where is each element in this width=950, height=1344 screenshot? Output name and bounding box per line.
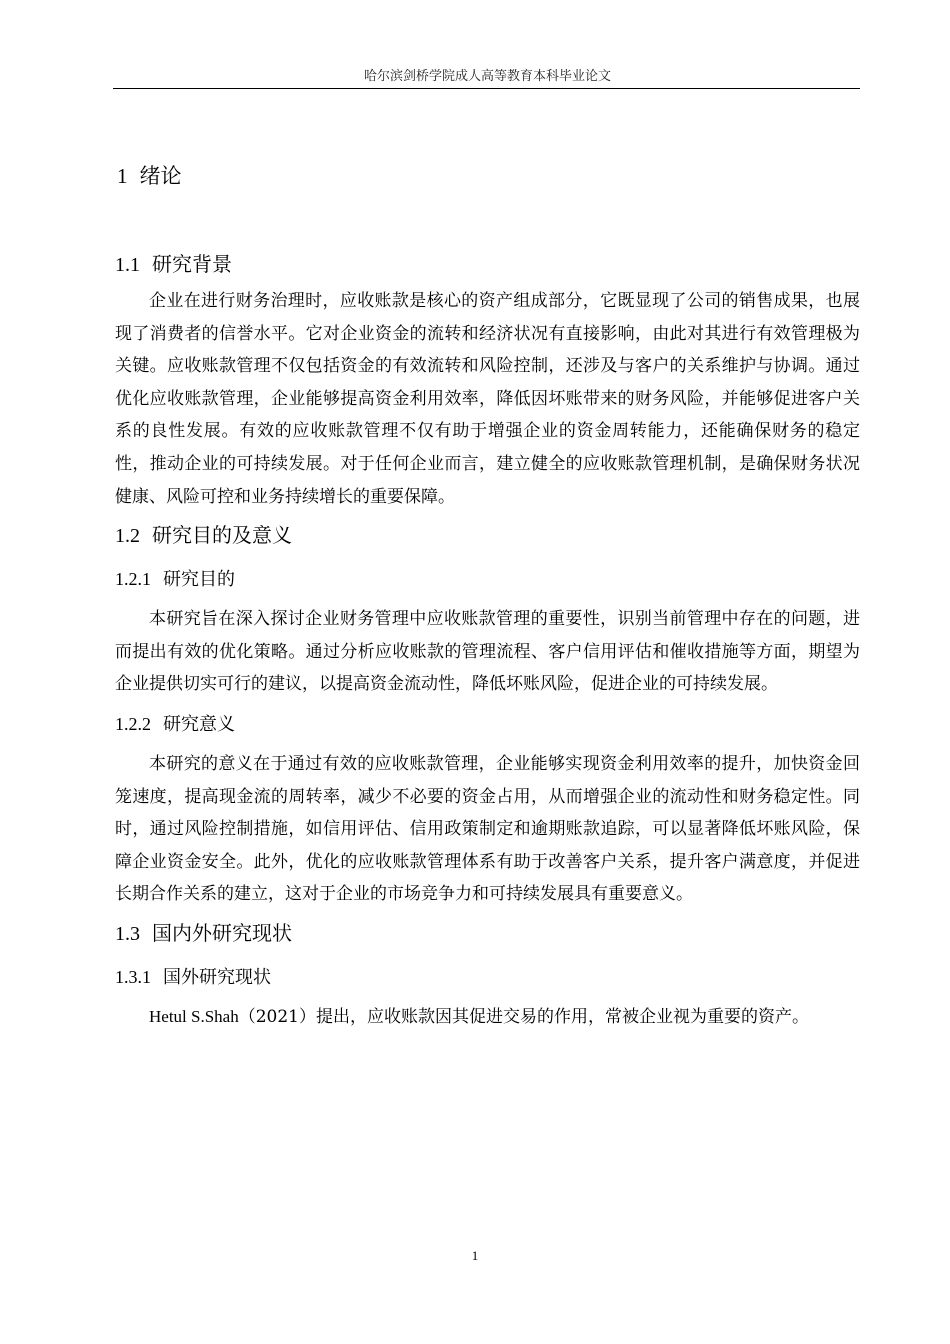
chapter-title: 绪论	[139, 164, 182, 188]
subsection-title: 国外研究现状	[163, 966, 271, 988]
subsection-title: 研究目的	[163, 569, 235, 591]
section-number: 1.3	[115, 922, 140, 945]
section-title: 研究背景	[152, 252, 232, 276]
section-heading-1-1	[115, 246, 860, 283]
section-heading-1-3	[115, 915, 860, 952]
subsection-title: 研究意义	[163, 713, 235, 735]
section-number: 1.1	[115, 254, 140, 276]
section-number: 1.2	[115, 525, 140, 548]
page-number: 1	[471, 1248, 479, 1263]
subsection-number: 1.2.1	[115, 569, 151, 590]
header-divider	[113, 88, 860, 89]
chapter-heading	[117, 158, 860, 194]
paragraph-research-background: 企业在进行财务治理时，应收账款是核心的资产组成部分，它既显现了公司的销售成果，也展现了消费者的信誉水平。它对企业资金的流转和经济状况有直接影响，由此对其进行有效管理极为关键。应收账款管理不仅包括资金的有效流转和风险控制，还涉及与客户的关系维护与协调。通过优化应收账款管理，企业能够提高资金利用效率，降低因坏账带来的财务风险，并能够促进客户关系的良性发展。有效的应收账款管理不仅有助于增强企业的资金周转能力，还能确保财务的稳定性，推动企业的可持续发展。对于任何企业而言，建立健全的应收账款管理机制，是确保财务状况健康、风险可控和业务持续增长的重要保障。	[115, 291, 860, 507]
section-heading-1-2	[115, 517, 860, 554]
subsection-heading-1-2-1	[115, 562, 860, 597]
subsection-number: 1.2.2	[115, 713, 151, 734]
subsection-heading-1-3-1	[115, 960, 860, 995]
chapter-number: 1	[117, 164, 128, 188]
subsection-heading-1-2-2	[115, 707, 860, 742]
paragraph-research-significance: 本研究的意义在于通过有效的应收账款管理，企业能够实现资金利用效率的提升，加快资金回笼速度，提高现金流的周转率，减少不必要的资金占用，从而增强企业的流动性和财务稳定性。同时，通过风险控制措施，如信用评估、信用政策制定和逾期账款追踪，可以显著降低坏账风险，保障企业资金安全。此外，优化的应收账款管理体系有助于改善客户关系，提升客户满意度，并促进长期合作关系的建立，这对于企业的市场竞争力和可持续发展具有重要意义。	[115, 753, 860, 905]
citation-text: （2021）提出，应收账款因其促进交易的作用，常被企业视为重要的资产。	[238, 1006, 809, 1027]
paragraph-research-purpose: 本研究旨在深入探讨企业财务管理中应收账款管理的重要性，识别当前管理中存在的问题，进而提出有效的优化策略。通过分析应收账款的管理流程、客户信用评估和催收措施等方面，期望为企业提供切实可行的建议，以提高资金流动性，降低坏账风险，促进企业的可持续发展。	[115, 609, 860, 695]
section-title: 研究目的及意义	[152, 523, 292, 548]
page-header: 哈尔滨剑桥学院成人高等教育本科毕业论文	[363, 69, 611, 84]
section-title: 国内外研究现状	[152, 920, 292, 945]
document-body	[115, 158, 860, 1034]
cited-author: Hetul S.Shah	[149, 1006, 239, 1026]
subsection-number: 1.3.1	[115, 966, 151, 987]
paragraph-foreign-research	[115, 1001, 860, 1034]
